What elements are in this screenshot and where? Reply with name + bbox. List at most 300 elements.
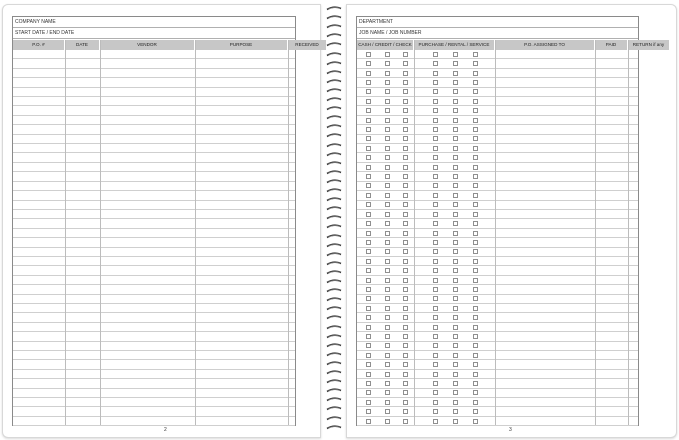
ledger-row[interactable]: [13, 266, 295, 275]
purchase-checkbox[interactable]: [433, 155, 438, 160]
credit-checkbox[interactable]: [385, 202, 390, 207]
ledger-row[interactable]: [13, 50, 295, 59]
credit-checkbox[interactable]: [385, 409, 390, 414]
service-checkbox[interactable]: [473, 193, 478, 198]
cash-checkbox[interactable]: [366, 315, 371, 320]
cash-checkbox[interactable]: [366, 212, 371, 217]
spiral-coil: [326, 234, 342, 239]
rental-checkbox[interactable]: [453, 165, 458, 170]
credit-checkbox[interactable]: [385, 212, 390, 217]
credit-checkbox[interactable]: [385, 183, 390, 188]
check-checkbox[interactable]: [403, 268, 408, 273]
company-name-field[interactable]: [13, 17, 295, 28]
purchase-checkbox[interactable]: [433, 174, 438, 179]
purchase-checkbox[interactable]: [433, 212, 438, 217]
rental-checkbox[interactable]: [453, 381, 458, 386]
start-end-date-field[interactable]: [13, 28, 295, 39]
cash-checkbox[interactable]: [366, 136, 371, 141]
rental-checkbox[interactable]: [453, 89, 458, 94]
purchase-checkbox[interactable]: [433, 193, 438, 198]
service-checkbox[interactable]: [473, 146, 478, 151]
check-checkbox[interactable]: [403, 155, 408, 160]
check-checkbox[interactable]: [403, 400, 408, 405]
purchase-checkbox[interactable]: [433, 390, 438, 395]
ledger-row[interactable]: [13, 313, 295, 322]
cash-checkbox[interactable]: [366, 268, 371, 273]
rental-checkbox[interactable]: [453, 202, 458, 207]
service-checkbox[interactable]: [473, 52, 478, 57]
credit-checkbox[interactable]: [385, 268, 390, 273]
rental-checkbox[interactable]: [453, 99, 458, 104]
spiral-coil: [326, 70, 342, 75]
ledger-row[interactable]: [13, 201, 295, 210]
check-checkbox[interactable]: [403, 343, 408, 348]
rental-checkbox[interactable]: [453, 419, 458, 424]
check-checkbox[interactable]: [403, 127, 408, 132]
check-checkbox[interactable]: [403, 419, 408, 424]
cash-checkbox[interactable]: [366, 306, 371, 311]
check-checkbox[interactable]: [403, 306, 408, 311]
check-checkbox[interactable]: [403, 315, 408, 320]
purchase-checkbox[interactable]: [433, 127, 438, 132]
service-checkbox[interactable]: [473, 381, 478, 386]
check-checkbox[interactable]: [403, 353, 408, 358]
ledger-row[interactable]: [13, 191, 295, 200]
rental-checkbox[interactable]: [453, 212, 458, 217]
purchase-checkbox[interactable]: [433, 343, 438, 348]
service-checkbox[interactable]: [473, 362, 478, 367]
ledger-row[interactable]: [13, 229, 295, 238]
rental-checkbox[interactable]: [453, 231, 458, 236]
service-checkbox[interactable]: [473, 231, 478, 236]
cash-checkbox[interactable]: [366, 80, 371, 85]
purchase-checkbox[interactable]: [433, 278, 438, 283]
spiral-coil: [326, 197, 342, 202]
spiral-coil: [326, 243, 342, 248]
rental-checkbox[interactable]: [453, 249, 458, 254]
check-checkbox[interactable]: [403, 99, 408, 104]
rental-checkbox[interactable]: [453, 362, 458, 367]
cash-checkbox[interactable]: [366, 202, 371, 207]
rental-checkbox[interactable]: [453, 287, 458, 292]
ledger-row[interactable]: [13, 69, 295, 78]
service-checkbox[interactable]: [473, 118, 478, 123]
right-page: [346, 4, 677, 438]
cash-checkbox[interactable]: [366, 259, 371, 264]
cash-checkbox[interactable]: [366, 343, 371, 348]
service-checkbox[interactable]: [473, 221, 478, 226]
ledger-row[interactable]: [13, 116, 295, 125]
credit-checkbox[interactable]: [385, 165, 390, 170]
credit-checkbox[interactable]: [385, 71, 390, 76]
purchase-checkbox[interactable]: [433, 61, 438, 66]
credit-checkbox[interactable]: [385, 353, 390, 358]
check-checkbox[interactable]: [403, 259, 408, 264]
purchase-checkbox[interactable]: [433, 287, 438, 292]
cash-checkbox[interactable]: [366, 278, 371, 283]
credit-checkbox[interactable]: [385, 136, 390, 141]
check-checkbox[interactable]: [403, 296, 408, 301]
purchase-checkbox[interactable]: [433, 240, 438, 245]
purchase-checkbox[interactable]: [433, 221, 438, 226]
credit-checkbox[interactable]: [385, 343, 390, 348]
rental-checkbox[interactable]: [453, 155, 458, 160]
purchase-checkbox[interactable]: [433, 268, 438, 273]
ledger-row[interactable]: [13, 351, 295, 360]
cash-checkbox[interactable]: [366, 99, 371, 104]
check-checkbox[interactable]: [403, 409, 408, 414]
check-checkbox[interactable]: [403, 249, 408, 254]
service-checkbox[interactable]: [473, 268, 478, 273]
ledger-row[interactable]: [13, 389, 295, 398]
purchase-checkbox[interactable]: [433, 315, 438, 320]
purchase-checkbox[interactable]: [433, 419, 438, 424]
ledger-row[interactable]: [13, 163, 295, 172]
ledger-row[interactable]: [13, 135, 295, 144]
credit-checkbox[interactable]: [385, 231, 390, 236]
ledger-row[interactable]: [13, 97, 295, 106]
rental-checkbox[interactable]: [453, 146, 458, 151]
service-checkbox[interactable]: [473, 343, 478, 348]
credit-checkbox[interactable]: [385, 127, 390, 132]
cash-checkbox[interactable]: [366, 127, 371, 132]
check-checkbox[interactable]: [403, 108, 408, 113]
check-checkbox[interactable]: [403, 80, 408, 85]
cash-checkbox[interactable]: [366, 240, 371, 245]
service-checkbox[interactable]: [473, 334, 478, 339]
check-checkbox[interactable]: [403, 71, 408, 76]
credit-checkbox[interactable]: [385, 296, 390, 301]
rental-checkbox[interactable]: [453, 409, 458, 414]
service-checkbox[interactable]: [473, 165, 478, 170]
check-checkbox[interactable]: [403, 240, 408, 245]
service-checkbox[interactable]: [473, 325, 478, 330]
spiral-coil: [326, 306, 342, 311]
rental-checkbox[interactable]: [453, 334, 458, 339]
cash-checkbox[interactable]: [366, 419, 371, 424]
cash-checkbox[interactable]: [366, 52, 371, 57]
ledger-row[interactable]: [13, 342, 295, 351]
credit-checkbox[interactable]: [385, 174, 390, 179]
ledger-row[interactable]: [13, 210, 295, 219]
cash-checkbox[interactable]: [366, 165, 371, 170]
check-checkbox[interactable]: [403, 221, 408, 226]
rental-checkbox[interactable]: [453, 296, 458, 301]
credit-checkbox[interactable]: [385, 146, 390, 151]
purchase-checkbox[interactable]: [433, 362, 438, 367]
purchase-checkbox[interactable]: [433, 183, 438, 188]
credit-checkbox[interactable]: [385, 315, 390, 320]
cash-checkbox[interactable]: [366, 61, 371, 66]
service-checkbox[interactable]: [473, 249, 478, 254]
cash-checkbox[interactable]: [366, 325, 371, 330]
rental-checkbox[interactable]: [453, 353, 458, 358]
purchase-checkbox[interactable]: [433, 118, 438, 123]
purchase-checkbox[interactable]: [433, 108, 438, 113]
divider: [414, 40, 415, 425]
cash-checkbox[interactable]: [366, 400, 371, 405]
rental-checkbox[interactable]: [453, 306, 458, 311]
service-checkbox[interactable]: [473, 419, 478, 424]
rental-checkbox[interactable]: [453, 108, 458, 113]
service-checkbox[interactable]: [473, 259, 478, 264]
cash-checkbox[interactable]: [366, 287, 371, 292]
rental-checkbox[interactable]: [453, 183, 458, 188]
rental-checkbox[interactable]: [453, 221, 458, 226]
check-checkbox[interactable]: [403, 325, 408, 330]
cash-checkbox[interactable]: [366, 249, 371, 254]
purchase-checkbox[interactable]: [433, 400, 438, 405]
credit-checkbox[interactable]: [385, 390, 390, 395]
purchase-checkbox[interactable]: [433, 99, 438, 104]
check-checkbox[interactable]: [403, 174, 408, 179]
service-checkbox[interactable]: [473, 306, 478, 311]
cash-checkbox[interactable]: [366, 118, 371, 123]
credit-checkbox[interactable]: [385, 325, 390, 330]
service-checkbox[interactable]: [473, 155, 478, 160]
purchase-checkbox[interactable]: [433, 409, 438, 414]
ledger-row[interactable]: [13, 125, 295, 134]
purchase-checkbox[interactable]: [433, 89, 438, 94]
ledger-row[interactable]: [13, 379, 295, 388]
ledger-row[interactable]: [13, 285, 295, 294]
purchase-checkbox[interactable]: [433, 146, 438, 151]
cash-checkbox[interactable]: [366, 89, 371, 94]
purchase-checkbox[interactable]: [433, 296, 438, 301]
service-checkbox[interactable]: [473, 108, 478, 113]
service-checkbox[interactable]: [473, 240, 478, 245]
check-checkbox[interactable]: [403, 212, 408, 217]
purchase-checkbox[interactable]: [433, 334, 438, 339]
page-number: 2: [164, 427, 167, 433]
rental-checkbox[interactable]: [453, 193, 458, 198]
ledger-row[interactable]: [13, 248, 295, 257]
divider: [595, 40, 596, 425]
service-checkbox[interactable]: [473, 372, 478, 377]
rental-checkbox[interactable]: [453, 80, 458, 85]
purchase-checkbox[interactable]: [433, 381, 438, 386]
rental-checkbox[interactable]: [453, 259, 458, 264]
service-checkbox[interactable]: [473, 353, 478, 358]
credit-checkbox[interactable]: [385, 99, 390, 104]
service-checkbox[interactable]: [473, 80, 478, 85]
cash-checkbox[interactable]: [366, 174, 371, 179]
check-checkbox[interactable]: [403, 136, 408, 141]
credit-checkbox[interactable]: [385, 155, 390, 160]
check-checkbox[interactable]: [403, 381, 408, 386]
service-checkbox[interactable]: [473, 400, 478, 405]
check-checkbox[interactable]: [403, 52, 408, 57]
cash-checkbox[interactable]: [366, 296, 371, 301]
ledger-row[interactable]: [13, 78, 295, 87]
check-checkbox[interactable]: [403, 61, 408, 66]
ledger-row[interactable]: [13, 295, 295, 304]
credit-checkbox[interactable]: [385, 362, 390, 367]
credit-checkbox[interactable]: [385, 193, 390, 198]
check-checkbox[interactable]: [403, 183, 408, 188]
credit-checkbox[interactable]: [385, 249, 390, 254]
service-checkbox[interactable]: [473, 99, 478, 104]
ledger-row[interactable]: [13, 153, 295, 162]
cash-checkbox[interactable]: [366, 381, 371, 386]
ledger-row[interactable]: [13, 323, 295, 332]
credit-checkbox[interactable]: [385, 372, 390, 377]
check-checkbox[interactable]: [403, 165, 408, 170]
service-checkbox[interactable]: [473, 390, 478, 395]
ledger-row[interactable]: [13, 332, 295, 341]
rental-checkbox[interactable]: [453, 174, 458, 179]
rental-checkbox[interactable]: [453, 61, 458, 66]
cash-checkbox[interactable]: [366, 334, 371, 339]
cash-checkbox[interactable]: [366, 146, 371, 151]
service-checkbox[interactable]: [473, 61, 478, 66]
check-checkbox[interactable]: [403, 287, 408, 292]
credit-checkbox[interactable]: [385, 334, 390, 339]
service-checkbox[interactable]: [473, 89, 478, 94]
spiral-coil: [326, 252, 342, 257]
check-checkbox[interactable]: [403, 146, 408, 151]
check-checkbox[interactable]: [403, 372, 408, 377]
credit-checkbox[interactable]: [385, 118, 390, 123]
ledger-row[interactable]: [13, 106, 295, 115]
ledger-row[interactable]: [13, 407, 295, 416]
rental-checkbox[interactable]: [453, 400, 458, 405]
service-checkbox[interactable]: [473, 278, 478, 283]
cash-checkbox[interactable]: [366, 372, 371, 377]
cash-checkbox[interactable]: [366, 409, 371, 414]
spiral-coil: [326, 33, 342, 38]
check-checkbox[interactable]: [403, 390, 408, 395]
purchase-checkbox[interactable]: [433, 71, 438, 76]
service-checkbox[interactable]: [473, 296, 478, 301]
cash-checkbox[interactable]: [366, 71, 371, 76]
credit-checkbox[interactable]: [385, 240, 390, 245]
service-checkbox[interactable]: [473, 71, 478, 76]
credit-checkbox[interactable]: [385, 400, 390, 405]
cash-checkbox[interactable]: [366, 353, 371, 358]
check-checkbox[interactable]: [403, 278, 408, 283]
cash-checkbox[interactable]: [366, 183, 371, 188]
credit-checkbox[interactable]: [385, 278, 390, 283]
purchase-checkbox[interactable]: [433, 165, 438, 170]
purchase-checkbox[interactable]: [433, 306, 438, 311]
credit-checkbox[interactable]: [385, 80, 390, 85]
credit-checkbox[interactable]: [385, 306, 390, 311]
rental-checkbox[interactable]: [453, 372, 458, 377]
check-checkbox[interactable]: [403, 193, 408, 198]
divider: [495, 40, 496, 425]
cash-checkbox[interactable]: [366, 108, 371, 113]
rental-checkbox[interactable]: [453, 315, 458, 320]
service-checkbox[interactable]: [473, 174, 478, 179]
purchase-checkbox[interactable]: [433, 353, 438, 358]
credit-checkbox[interactable]: [385, 108, 390, 113]
ledger-row[interactable]: [13, 219, 295, 228]
ledger-row[interactable]: [13, 172, 295, 181]
ledger-row[interactable]: [13, 304, 295, 313]
credit-checkbox[interactable]: [385, 52, 390, 57]
cash-checkbox[interactable]: [366, 390, 371, 395]
service-checkbox[interactable]: [473, 136, 478, 141]
cash-checkbox[interactable]: [366, 221, 371, 226]
divider: [65, 40, 66, 425]
credit-checkbox[interactable]: [385, 259, 390, 264]
rental-checkbox[interactable]: [453, 127, 458, 132]
ledger-row[interactable]: [13, 276, 295, 285]
ledger-row[interactable]: [13, 370, 295, 379]
credit-checkbox[interactable]: [385, 381, 390, 386]
credit-checkbox[interactable]: [385, 419, 390, 424]
credit-checkbox[interactable]: [385, 61, 390, 66]
rental-checkbox[interactable]: [453, 52, 458, 57]
check-checkbox[interactable]: [403, 362, 408, 367]
service-checkbox[interactable]: [473, 212, 478, 217]
purchase-checkbox[interactable]: [433, 372, 438, 377]
rental-checkbox[interactable]: [453, 325, 458, 330]
spiral-coil: [326, 115, 342, 120]
cash-checkbox[interactable]: [366, 231, 371, 236]
ledger-row[interactable]: [13, 182, 295, 191]
purchase-checkbox[interactable]: [433, 249, 438, 254]
rental-checkbox[interactable]: [453, 71, 458, 76]
purchase-checkbox[interactable]: [433, 80, 438, 85]
credit-checkbox[interactable]: [385, 287, 390, 292]
ledger-row[interactable]: [13, 144, 295, 153]
purchase-checkbox[interactable]: [433, 325, 438, 330]
purchase-checkbox[interactable]: [433, 52, 438, 57]
ledger-row[interactable]: [13, 417, 295, 426]
check-checkbox[interactable]: [403, 89, 408, 94]
cash-checkbox[interactable]: [366, 193, 371, 198]
job-name-number-field[interactable]: [357, 28, 638, 39]
ledger-row[interactable]: [13, 398, 295, 407]
service-checkbox[interactable]: [473, 315, 478, 320]
ledger-row[interactable]: [13, 88, 295, 97]
ledger-row[interactable]: [13, 360, 295, 369]
rental-checkbox[interactable]: [453, 278, 458, 283]
service-checkbox[interactable]: [473, 409, 478, 414]
check-checkbox[interactable]: [403, 231, 408, 236]
department-field[interactable]: [357, 17, 638, 28]
purchase-checkbox[interactable]: [433, 231, 438, 236]
ledger-row[interactable]: [13, 238, 295, 247]
credit-checkbox[interactable]: [385, 89, 390, 94]
ledger-row[interactable]: [13, 257, 295, 266]
rental-checkbox[interactable]: [453, 240, 458, 245]
check-checkbox[interactable]: [403, 334, 408, 339]
service-checkbox[interactable]: [473, 202, 478, 207]
purchase-checkbox[interactable]: [433, 136, 438, 141]
spiral-coil: [326, 79, 342, 84]
rental-checkbox[interactable]: [453, 136, 458, 141]
spiral-coil: [326, 361, 342, 366]
ledger-row[interactable]: [13, 59, 295, 68]
check-checkbox[interactable]: [403, 202, 408, 207]
service-checkbox[interactable]: [473, 287, 478, 292]
rental-checkbox[interactable]: [453, 268, 458, 273]
rental-checkbox[interactable]: [453, 390, 458, 395]
cash-checkbox[interactable]: [366, 362, 371, 367]
service-checkbox[interactable]: [473, 127, 478, 132]
cash-checkbox[interactable]: [366, 155, 371, 160]
rental-checkbox[interactable]: [453, 343, 458, 348]
rental-checkbox[interactable]: [453, 118, 458, 123]
credit-checkbox[interactable]: [385, 221, 390, 226]
purchase-checkbox[interactable]: [433, 202, 438, 207]
purchase-checkbox[interactable]: [433, 259, 438, 264]
check-checkbox[interactable]: [403, 118, 408, 123]
service-checkbox[interactable]: [473, 183, 478, 188]
